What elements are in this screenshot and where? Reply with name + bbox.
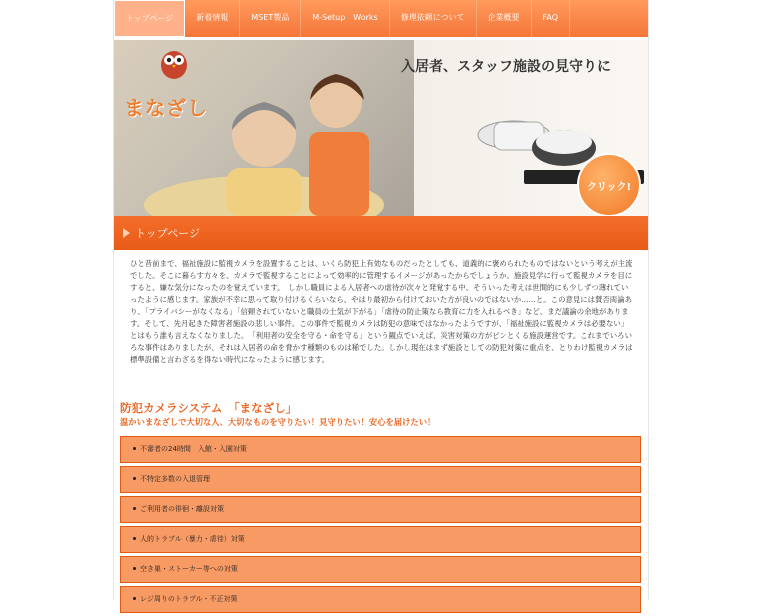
list-item-label: レジ周りのトラブル・不正対策 (140, 595, 238, 603)
nav-item-news[interactable]: 新着情報 (185, 0, 240, 37)
hero-headline: 入居者、スタッフ施設の見守りに (401, 59, 611, 75)
list-item-label: 不審者の24時間 入館・入園対策 (140, 445, 247, 453)
section-title: トップページ (135, 227, 201, 240)
page-container (113, 0, 649, 603)
hero-banner[interactable] (114, 40, 648, 216)
feature-list (120, 436, 641, 616)
bullet-icon (133, 567, 136, 570)
system-subtitle: 温かいまなざしで大切な人、大切なものを守りたい！見守りたい！安心を届けたい！ (120, 417, 436, 427)
list-item[interactable] (120, 526, 641, 553)
bullet-icon (133, 537, 136, 540)
nav-item-top[interactable]: トップページ (114, 0, 185, 37)
nav-item-msetup-works[interactable]: M-Setup Works (301, 0, 390, 37)
list-item[interactable] (120, 556, 641, 583)
nav-item-company[interactable]: 企業概要 (477, 0, 532, 37)
list-item[interactable] (120, 436, 641, 463)
list-item-label: 空き巣・ストーカー等への対策 (140, 565, 238, 573)
list-item-label: 不特定多数の入退管理 (140, 475, 210, 483)
list-item-label: ご利用者の徘徊・離設対策 (140, 505, 224, 513)
system-title: 防犯カメラシステム 「まなざし」 (120, 401, 298, 415)
bullet-icon (133, 447, 136, 450)
list-item-label: 人的トラブル（暴力・虐待）対策 (140, 535, 245, 543)
triangle-icon (123, 228, 130, 238)
bullet-icon (133, 477, 136, 480)
intro-paragraph: ひと昔前まで、福祉施設に監視カメラを設置することは、いくら防犯上有効なものだったとしても、道義的に褒められたものではないという考えが主流でした。そこに暮らす方々を、カメラで監視することによって効率的に管理するイメージがあったからでしょうか。施設見学に行って監視カメラを目にすると、嫌な気分になったのを覚えています。 しかし職員による入居者への虐待が次々と発覚する中、そういった考えは世間的にも少しずつ薄れていったように感じます。家族が不幸に思って取り付けるくらいなら、やはり最初から付けておいた方が良いのではないか……と。この意見には賛否両論あり、「プライバシーがなくなる」「信頼されていないと職員の士気が下がる」「虐待の防止策なら教育に力を入れるべき」など、まだ議論の余地があります。そして、先月起きた障害者施設の悲しい事件。この事件で監視カメラは防犯の意味ではなかったようですが、「福祉施設に監視カメラは必要ない」とはもう誰も言えなくなりました。 「利用者の安全を守る・命を守る」という観点でいえば、災害対策の方がピンとくる施設運営です。これまでいろいろな事件はありましたが、それは入居者の命を脅かす種類のものは稀でした。しかし現在はまず施設としての防犯対策に重点を、とりわけ監視カメラは標準設備と言わざるを得ない時代になったように感じます。 (130, 259, 633, 364)
section-header (114, 216, 648, 250)
top-nav (114, 0, 648, 37)
brand-logo-text: まなざし (124, 96, 208, 120)
nav-item-repair[interactable]: 修理依頼について (390, 0, 477, 37)
nav-item-faq[interactable]: FAQ (532, 0, 571, 37)
list-item[interactable] (120, 496, 641, 523)
list-item[interactable] (120, 466, 641, 493)
owl-logo-icon (159, 46, 189, 80)
bullet-icon (133, 507, 136, 510)
click-badge[interactable]: クリック! (577, 153, 641, 216)
nav-item-mset-products[interactable]: MSET製品 (240, 0, 301, 37)
